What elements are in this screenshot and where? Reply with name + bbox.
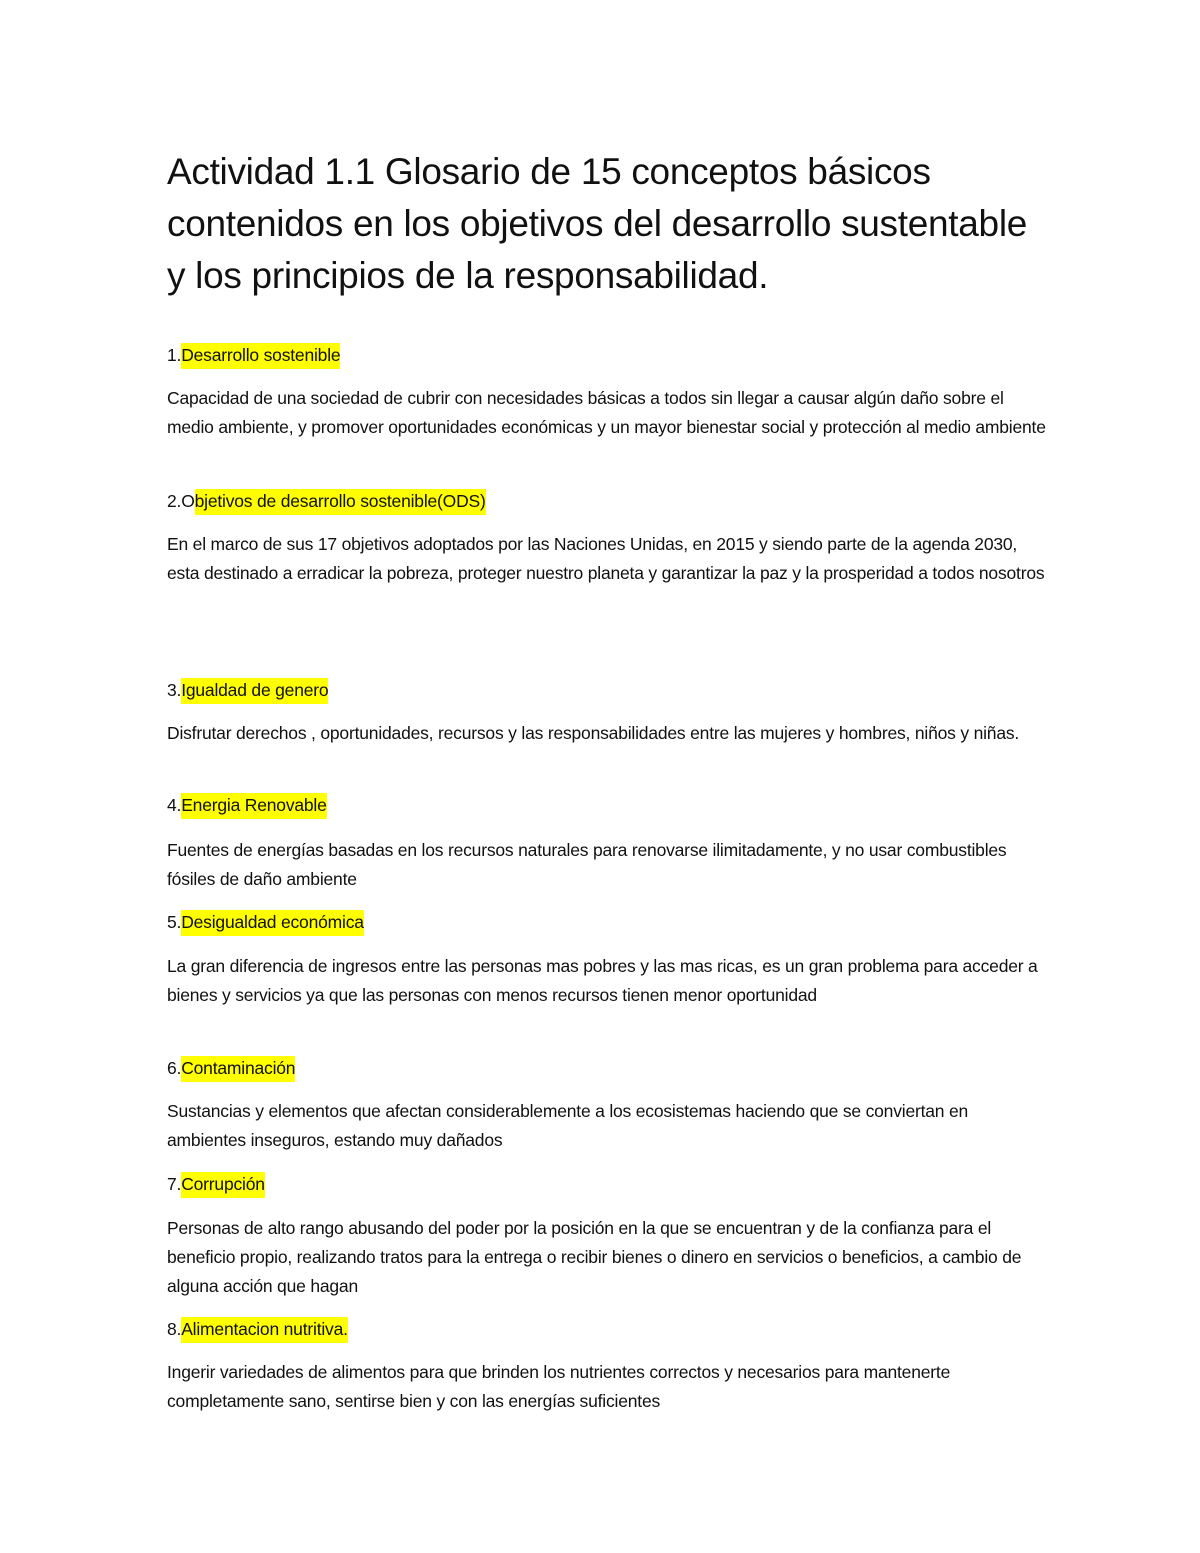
glossary-definition-4: Fuentes de energías basadas en los recursos naturales para renovarse ilimitadamente, y no usar combustibles fósiles de daño ambiente — [167, 840, 1007, 889]
term-number: 4. — [167, 795, 182, 815]
glossary-definition-8: Ingerir variedades de alimentos para que brinden los nutrientes correctos y necesarios para mantenerte completamente sano, sentirse bien y con las energías suficientes — [167, 1362, 951, 1411]
glossary-term-3 — [167, 679, 328, 701]
term-number: 8. — [167, 1319, 182, 1339]
glossary-term-1 — [167, 344, 340, 366]
glossary-definition-5: La gran diferencia de ingresos entre las personas mas pobres y las mas ricas, es un gran problema para acceder a bienes y servicios ya que las personas con menos recursos tienen menor oportunidad — [167, 956, 1038, 1005]
term-label: Contaminación — [181, 1056, 295, 1082]
glossary-definition-7: Personas de alto rango abusando del poder por la posición en la que se encuentran y de la confianza para el beneficio propio, realizando tratos para la entrega o recibir bienes o dinero en servicios o beneficios, a cambio de alguna acción que hagan — [167, 1218, 1022, 1296]
glossary-definition-3: Disfrutar derechos , oportunidades, recursos y las responsabilidades entre las mujeres y hombres, niños y niñas. — [167, 723, 1020, 743]
term-number: 3. — [167, 680, 182, 700]
term-label: Energia Renovable — [181, 793, 326, 819]
glossary-term-5 — [167, 911, 364, 933]
term-label: Alimentacion nutritiva. — [181, 1317, 348, 1343]
glossary-definition-2: En el marco de sus 17 objetivos adoptados por las Naciones Unidas, en 2015 y siendo parte de la agenda 2030, esta destinado a erradicar la pobreza, proteger nuestro planeta y garantizar la paz y la prosperidad a todos nosotros — [167, 534, 1045, 583]
glossary-definition-6: Sustancias y elementos que afectan considerablemente a los ecosistemas haciendo que se conviertan en ambientes inseguros, estando muy dañados — [167, 1101, 969, 1150]
term-number: 2.O — [167, 491, 195, 511]
document-title: Actividad 1.1 Glosario de 15 conceptos básicos contenidos en los objetivos del desarrollo sustentable y los principios de la responsabilidad. — [167, 151, 1028, 296]
term-number: 1. — [167, 345, 182, 365]
term-number: 5. — [167, 912, 182, 932]
glossary-term-2 — [167, 490, 486, 512]
term-number: 6. — [167, 1058, 182, 1078]
term-label: Desigualdad económica — [181, 910, 364, 936]
term-label: Desarrollo sostenible — [181, 343, 340, 369]
term-label: Igualdad de genero — [181, 678, 328, 704]
term-label: bjetivos de desarrollo sostenible(ODS) — [195, 489, 486, 515]
glossary-term-4 — [167, 794, 327, 816]
glossary-term-6 — [167, 1057, 295, 1079]
term-number: 7. — [167, 1174, 182, 1194]
term-label: Corrupción — [181, 1172, 265, 1198]
glossary-term-7 — [167, 1173, 265, 1195]
glossary-definition-1: Capacidad de una sociedad de cubrir con necesidades básicas a todos sin llegar a causar algún daño sobre el medio ambiente, y promover oportunidades económicas y un mayor bienestar social y protección al medio ambiente — [167, 388, 1046, 437]
glossary-term-8 — [167, 1318, 348, 1340]
